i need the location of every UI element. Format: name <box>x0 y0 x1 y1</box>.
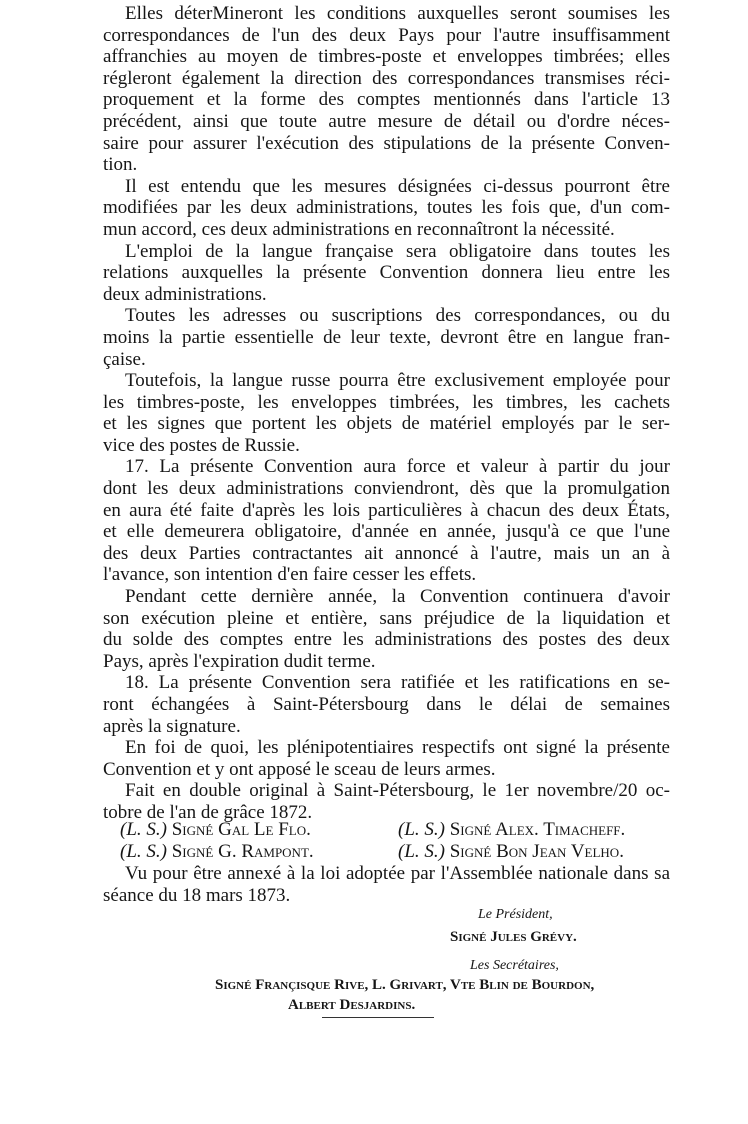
paragraph-line: Elles déterMineront les conditions auxquelles seront soumises les <box>125 3 670 24</box>
paragraph-line: tion. <box>103 154 138 176</box>
paragraph-line: dont les deux administrations conviendront, dès que la promulgation <box>103 478 670 500</box>
paragraph-line: Pendant cette dernière année, la Convention continuera d'avoir <box>125 586 670 608</box>
paragraph-line: 18. La présente Convention sera ratifiée et les ratifications en se- <box>125 672 670 694</box>
paragraph-line: saire pour assurer l'exécution des stipulations de la présente Conven- <box>103 132 670 154</box>
paragraph-line: moins la partie essentielle de leur texte, devront être en langue fran- <box>103 326 670 348</box>
paragraph-line: deux administrations. <box>103 283 267 305</box>
seal-mark: (L. S.) <box>398 841 445 862</box>
closing-rule <box>322 1017 434 1018</box>
president-signature: Signé Jules Grévy. <box>450 929 577 945</box>
paragraph-line: vice des postes de Russie. <box>103 434 300 456</box>
paragraph-line: Toutefois, la langue russe pourra être exclusivement employée pour <box>125 370 670 392</box>
paragraph-line: Convention et y ont apposé le sceau de leurs armes. <box>103 758 496 780</box>
signature-velho <box>398 841 624 862</box>
paragraph-line: et elle demeurera obligatoire, d'année en année, jusqu'à ce que l'une <box>103 521 670 543</box>
paragraph-line: ront échangées à Saint-Pétersbourg dans le délai de semaines <box>103 694 670 715</box>
signature-le-flo <box>120 819 311 840</box>
annex-line: séance du 18 mars 1873. <box>103 884 291 906</box>
signature-text: Signé Gal Le Flo. <box>171 819 311 840</box>
paragraph-line: modifiées par les deux administrations, toutes les fois que, d'un com- <box>103 197 670 219</box>
secretaries-signature: Signé Françisque Rive, L. Grivart, Vte Blin de Bourdon, <box>215 977 595 993</box>
signature-rampont <box>120 841 314 862</box>
paragraph-line: du solde des comptes entre les administrations des postes des deux <box>103 629 670 651</box>
paragraph-line: l'avance, son intention d'en faire cesser les effets. <box>103 564 477 586</box>
paragraph-line: relations auxquelles la présente Convention donnera lieu entre les <box>103 262 670 284</box>
paragraph-line: Fait en double original à Saint-Pétersbourg, le 1er novembre/20 oc- <box>125 780 670 802</box>
paragraph-line: des deux Parties contractantes ait annoncé à l'autre, mais un an à <box>103 542 670 564</box>
seal-mark: (L. S.) <box>398 819 445 840</box>
signature-timacheff <box>398 819 625 840</box>
paragraph-line: précédent, ainsi que toute autre mesure de détail ou d'ordre néces- <box>103 110 670 132</box>
secretaries-label: Les Secrétaires, <box>470 958 559 973</box>
paragraph-line: mun accord, ces deux administrations en reconnaîtront la nécessité. <box>103 218 615 240</box>
paragraph-line: tobre de l'an de grâce 1872. <box>103 801 313 823</box>
secretaries-signature-2: Albert Desjardins. <box>288 997 416 1013</box>
paragraph-line: çaise. <box>103 348 146 370</box>
paragraph-line: affranchies au moyen de timbres-poste et enveloppes timbrées; elles <box>103 46 670 68</box>
paragraph-line: proquement et la forme des comptes mentionnés dans l'article 13 <box>103 89 670 111</box>
paragraph-line: Pays, après l'expiration dudit terme. <box>103 650 376 672</box>
seal-mark: (L. S.) <box>120 819 167 840</box>
paragraph-line: les timbres-poste, les enveloppes timbrées, les timbres, les cachets <box>103 391 670 413</box>
paragraph-line: L'emploi de la langue française sera obligatoire dans toutes les <box>125 240 670 262</box>
paragraph-line: son exécution pleine et entière, sans préjudice de la liquidation et <box>103 607 670 629</box>
paragraph-line: régleront également la direction des correspondances transmises réci- <box>103 67 670 89</box>
annex-line: Vu pour être annexé à la loi adoptée par l'Assemblée nationale dans sa <box>125 863 670 884</box>
paragraph-line: en aura été faite d'après les lois particulières à chacun des deux États, <box>103 499 670 521</box>
president-label: Le Président, <box>478 907 553 922</box>
signature-text: Signé Alex. Timacheff. <box>449 819 626 840</box>
paragraph-line: En foi de quoi, les plénipotentiaires respectifs ont signé la présente <box>125 737 670 759</box>
document-body <box>103 3 670 824</box>
signature-text: Signé Bon Jean Velho. <box>449 841 624 862</box>
paragraph-line: 17. La présente Convention aura force et valeur à partir du jour <box>125 456 670 478</box>
paragraph-line: Toutes les adresses ou suscriptions des correspondances, ou du <box>125 305 670 327</box>
paragraph-line: et les signes que portent les objets de matériel employés par le ser- <box>103 413 670 435</box>
paragraph-line: correspondances de l'un des deux Pays pour l'autre insuffisamment <box>103 24 670 46</box>
seal-mark: (L. S.) <box>120 841 167 862</box>
paragraph-line: Il est entendu que les mesures désignées ci-dessus pourront être <box>125 175 670 197</box>
signature-text: Signé G. Rampont. <box>171 841 314 862</box>
paragraph-line: après la signature. <box>103 715 241 737</box>
